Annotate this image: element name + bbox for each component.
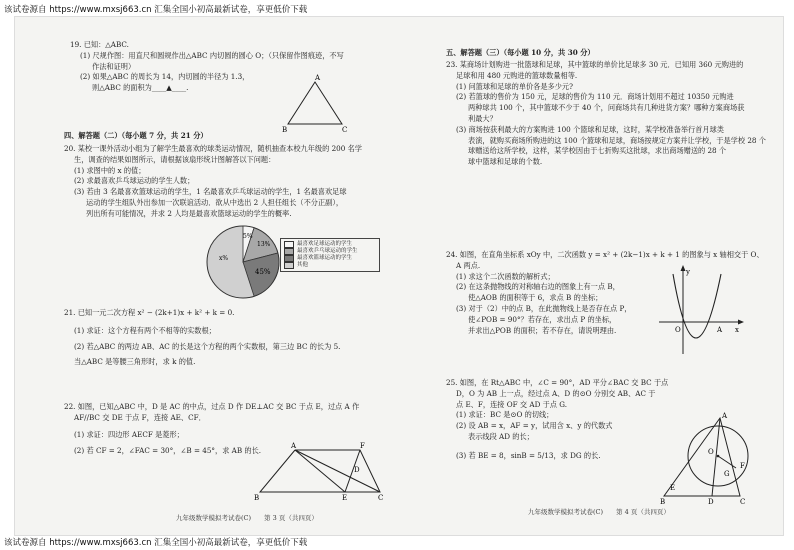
fig-label: D bbox=[354, 466, 360, 474]
q22-line: (2) 若 CF = 2，∠FAC = 30°，∠B = 45°，求 AB 的长. bbox=[74, 446, 262, 456]
q23-line: (1) 问篮球和足球的单价各是多少元? bbox=[456, 81, 573, 91]
q23-line: 球赠送给这所学校，这样，某学校因由于七折购买这批球，求出商场赠送的 28 个 bbox=[468, 146, 727, 156]
q23-line: 球中篮球和足球的个数. bbox=[468, 157, 543, 167]
parallelogram-figure-22 bbox=[250, 442, 390, 502]
pie-label: x% bbox=[219, 255, 229, 262]
q20-line: (3) 若由 3 名最喜欢篮球运动的学生，1 名最喜欢乒乓球运动的学生，1 名最喜欢足球 bbox=[74, 187, 347, 197]
fig-label: y bbox=[686, 268, 690, 276]
fig-label: A bbox=[722, 412, 728, 420]
q24-line: 并求出△POB 的面积；若不存在，请说明理由. bbox=[468, 325, 617, 335]
fig-label: F bbox=[360, 442, 365, 450]
q24-line: A 两点. bbox=[456, 260, 481, 270]
q20-line: 运动的学生组队外出参加一次联谊活动．欲从中选出 2 人担任组长（不分正副）， bbox=[86, 197, 344, 207]
section-5-heading: 五、解答题（三）（每小题 10 分，共 30 分） bbox=[446, 48, 595, 57]
pie-legend bbox=[280, 238, 380, 272]
triangle-figure-19 bbox=[282, 72, 352, 134]
q25-line: (3) 若 BE = 8，sinB = 5/13，求 DG 的长. bbox=[456, 450, 601, 460]
parabola-figure-24 bbox=[655, 262, 745, 357]
q19-line: (2) 如果△ABC 的周长为 14，内切圆的半径为 1.3， bbox=[80, 72, 250, 82]
q21-line: 当△ABC 是等腰三角形时，求 k 的值. bbox=[74, 357, 196, 367]
question-21 bbox=[64, 308, 399, 368]
q23-line: 利最大？ bbox=[468, 113, 497, 123]
fig-label: C bbox=[740, 498, 746, 505]
pie-chart bbox=[205, 222, 285, 302]
question-23 bbox=[446, 60, 766, 168]
fig-label: G bbox=[724, 470, 730, 478]
section-4-heading: 四、解答题（二）（每小题 7 分，共 21 分） bbox=[64, 131, 208, 140]
fig-label: B bbox=[254, 494, 260, 502]
q19-line: (1) 尺规作图：用直尺和圆规作出△ABC 内切圆的圆心 O；（只保留作图痕迹，不写 bbox=[80, 50, 344, 60]
q25-line: D，O 为 AB 上一点，经过点 A、D 的⊙O 分别交 AB、AC 于 bbox=[456, 388, 656, 398]
q21-line: 21. 已知一元二次方程 x² − (2k+1)x + k² + k = 0. bbox=[64, 308, 235, 317]
legend-item: 最喜欢足球运动的学生 bbox=[284, 241, 376, 248]
q19-line: 作法和证明） bbox=[92, 61, 136, 71]
pie-label: 45% bbox=[255, 268, 271, 276]
pie-label: 5% bbox=[243, 233, 253, 240]
fig-label: O bbox=[708, 448, 714, 456]
q23-line: 足球和用 480 元购进的篮球数量相等. bbox=[456, 70, 578, 80]
q22-line: 22. 如图，已知△ABC 中，D 是 AC 的中点，过点 D 作 DE⊥AC 交 BC 于点 E，过点 A 作 bbox=[64, 402, 360, 411]
q25-line: (2) 设 AB = x，AF = y，试用含 x、y 的代数式 bbox=[456, 421, 613, 431]
q24-line: (1) 求这个二次函数的解析式； bbox=[456, 271, 555, 281]
fig-label: D bbox=[708, 498, 714, 505]
fig-label: F bbox=[740, 462, 745, 470]
q24-line: 使△AOB 的面积等于 6，求点 B 的坐标； bbox=[468, 293, 603, 303]
q20-line: (1) 求图中的 x 的值； bbox=[74, 165, 146, 175]
q25-line: 表示线段 AD 的长； bbox=[468, 431, 534, 441]
fig-label: B bbox=[282, 126, 288, 134]
circle-figure-25 bbox=[660, 410, 750, 505]
fig-label: C bbox=[378, 494, 384, 502]
q23-line: (3) 商场按获利最大的方案购进 100 个篮球和足球，这时，某学校准备举行首月球类 bbox=[456, 124, 724, 134]
fig-label: A bbox=[717, 326, 723, 334]
question-20 bbox=[64, 144, 399, 220]
q21-line: (1) 求证：这个方程有两个不相等的实数根； bbox=[74, 325, 216, 335]
fig-label: O bbox=[675, 326, 681, 334]
legend-item: 最喜欢篮球运动的学生 bbox=[284, 255, 376, 262]
top-banner: 该试卷源自 https://www.mxsj663.cn 汇集全国小初高最新试卷，享更低价下载 bbox=[4, 5, 308, 15]
q20-line: 20. 某校一课外活动小组为了解学生最喜欢的球类运动情况，随机抽查本校九年级的 200 名学 bbox=[64, 144, 362, 153]
bottom-banner: 该试卷源自 https://www.mxsj663.cn 汇集全国小初高最新试卷，享更低价下载 bbox=[4, 538, 308, 548]
q23-line: 表演，就购买商场所购进的这 100 个篮球和足球，商场按规定方案并让学校，于是学校 28 个 bbox=[468, 135, 766, 145]
q24-line: (2) 在这条抛物线的对称轴右边的图象上有一点 B， bbox=[456, 282, 620, 292]
q19-line: 19. 已知：△ABC. bbox=[70, 40, 129, 49]
q20-line: 列出所有可能情况，并求 2 人均是最喜欢篮球运动的学生的概率. bbox=[86, 208, 292, 218]
fig-label: E bbox=[342, 494, 348, 502]
fig-label: B bbox=[660, 498, 666, 505]
q25-line: 点 E、F，连接 OF 交 AD 于点 G. bbox=[456, 399, 568, 409]
page-footer-right: 九年级数学模拟考试卷(C) 第 4 页（共四页） bbox=[528, 508, 670, 516]
q23-line: 23. 某商场计划购进一批篮球和足球，其中篮球的单价比足球多 30 元．已知用 360 元购进的 bbox=[446, 60, 744, 69]
q20-line: (2) 求最喜欢乒乓球运动的学生人数； bbox=[74, 176, 195, 186]
legend-item: 最喜欢乒乓球运动的学生 bbox=[284, 248, 376, 255]
q24-line: 24. 如图，在直角坐标系 xOy 中，二次函数 y = x² + (2k−1)x + k + 1 的图象与 x 轴相交于 O、 bbox=[446, 250, 764, 259]
q22-line: AF//BC 交 DE 于点 F，连接 AE、CF． bbox=[74, 412, 206, 422]
q20-line: 生，调查的结果如图所示，请根据该扇形统计图解答以下问题： bbox=[74, 154, 276, 164]
q25-line: 25. 如图，在 Rt△ABC 中，∠C = 90°，AD 平分∠BAC 交 BC 于点 bbox=[446, 378, 669, 387]
q24-line: 使∠POB = 90°？若存在，求出点 P 的坐标， bbox=[468, 314, 617, 324]
legend-item: 其他 bbox=[284, 262, 376, 269]
q23-line: 两种球共 100 个，其中篮球不少于 40 个，问商场共有几种进货方案？哪种方案商场获 bbox=[468, 103, 745, 113]
pie-label: 13% bbox=[257, 241, 271, 248]
q19-line: 则△ABC 的面积为____▲____. bbox=[92, 83, 189, 93]
fig-label: A bbox=[291, 442, 297, 450]
fig-label: A bbox=[315, 74, 321, 82]
fig-label: E bbox=[670, 484, 676, 492]
fig-label: C bbox=[342, 126, 348, 134]
q25-line: (1) 求证：BC 是⊙O 的切线； bbox=[456, 410, 554, 420]
q21-line: (2) 若△ABC 的两边 AB、AC 的长是这个方程的两个实数根，第三边 BC 的长为 5. bbox=[74, 341, 341, 351]
q23-line: (2) 若篮球的售价为 150 元，足球的售价为 110 元．商场计划用不超过 10350 元购进 bbox=[456, 92, 734, 102]
page-footer-left: 九年级数学模拟考试卷(C) 第 3 页（共四页） bbox=[176, 514, 318, 522]
q24-line: (3) 对于（2）中的点 B，在此抛物线上是否存在点 P， bbox=[456, 303, 632, 313]
fig-label: x bbox=[735, 326, 739, 334]
q22-line: (1) 求证：四边形 AECF 是菱形； bbox=[74, 429, 184, 439]
